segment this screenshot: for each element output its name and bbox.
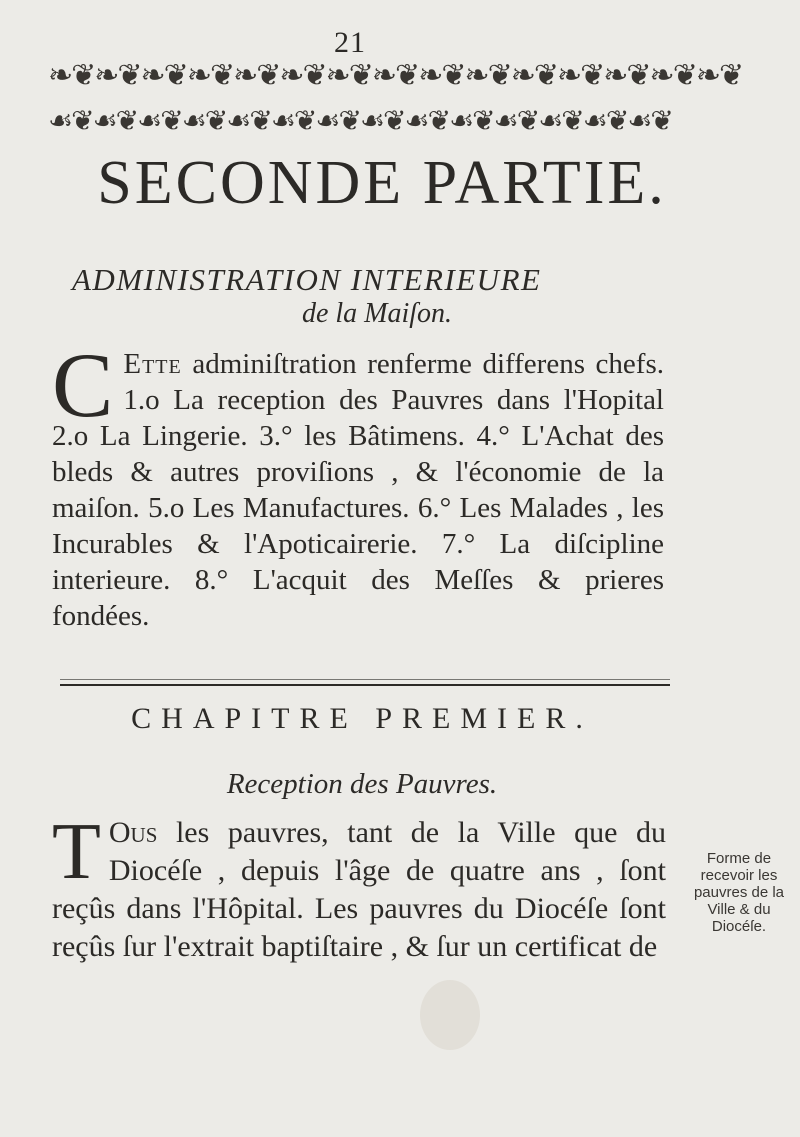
divider-rule-thin — [60, 679, 670, 680]
body-paragraph — [52, 808, 666, 966]
chapter-subtitle: Reception des Pauvres. — [226, 768, 498, 800]
section-subtitle: de la Maiſon. — [301, 298, 453, 329]
ornament-band-top: ❧❦❧❦❧❦❧❦❧❦❧❦❧❦❧❦❧❦❧❦❧❦❧❦❧❦❧❦❧❦ — [48, 59, 743, 92]
intro-lead: Ette — [123, 348, 182, 380]
intro-text: adminiſtration renferme differens chefs. 1.o La reception des Pauvres dans l'Hopital 2.o La Lingerie. 3.° les Bâtimens. 4.° L'Achat des bleds & autres proviſions , & l'économie de la maiſon. 5.o Les Manufactures. 6.° Les Malades , les Incurables & l'Apoticairerie. 7.° La diſcipline interieure. 8.° L'acquit des Meſſes & prieres fondées. — [52, 348, 664, 632]
body-lead: Ous — [108, 816, 158, 849]
intro-paragraph — [52, 334, 664, 634]
chapter-title: CHAPITRE PREMIER. — [131, 702, 593, 735]
section-title: ADMINISTRATION INTERIEURE — [72, 262, 542, 297]
ornament-band-bottom: ☙❦☙❦☙❦☙❦☙❦☙❦☙❦☙❦☙❦☙❦☙❦☙❦☙❦☙❦ — [48, 106, 672, 137]
body-dropcap: T — [52, 808, 101, 896]
body-text: les pauvres, tant de la Ville que du Diocéſe , depuis l'âge de quatre ans , ſont reçûs dans l'Hôpital. Les pauvres du Diocéſe ſont reçûs ſur l'extrait baptiſtaire , & ſur un certificat de — [52, 816, 666, 963]
divider-rule — [60, 684, 670, 686]
paper-stain — [420, 980, 480, 1050]
part-title: SECONDE PARTIE. — [97, 149, 667, 217]
page-number: 21 — [334, 26, 366, 59]
margin-note: Forme de recevoir les pauvres de la Ville & du Diocéſe. — [693, 850, 785, 935]
intro-dropcap: C — [52, 334, 114, 436]
